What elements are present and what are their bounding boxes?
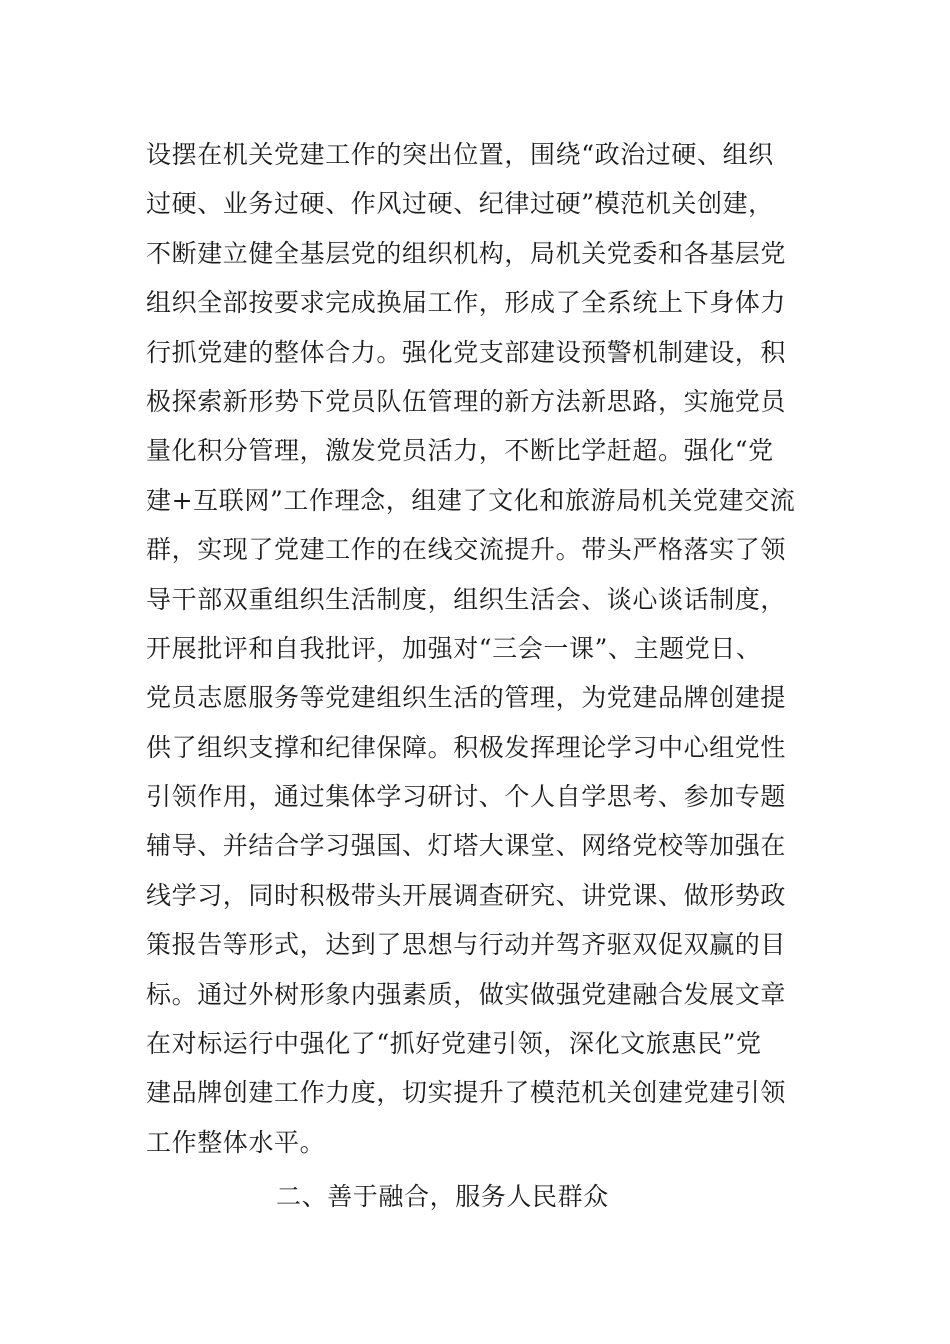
- paragraph-line: 设摆在机关党建工作的突出位置，围绕“政治过硬、组织: [146, 140, 774, 169]
- paragraph-line: 策报告等形式，达到了思想与行动并驾齐驱双促双赢的目: [146, 930, 787, 960]
- paragraph-line: 行抓党建的整体合力。强化党支部建设预警机制建设，积: [146, 337, 787, 367]
- paragraph-line: 量化积分管理，激发党员活力，不断比学赶超。强化“党: [146, 436, 774, 466]
- section-heading: 二、善于融合，服务人民群众: [276, 1182, 609, 1211]
- paragraph-line: 群，实现了党建工作的在线交流提升。带头严格落实了领: [146, 535, 787, 565]
- paragraph-line: 极探索新形势下党员队伍管理的新方法新思路，实施党员: [146, 386, 787, 416]
- paragraph-line: 在对标运行中强化了“抓好党建引领，深化文旅惠民”党: [146, 1029, 762, 1059]
- body-paragraph: [146, 130, 816, 1167]
- paragraph-line: 过硬、业务过硬、作风过硬、纪律过硬”模范机关创建，: [146, 189, 774, 219]
- paragraph-line: 建品牌创建工作力度，切实提升了模范机关创建党建引领: [146, 1078, 787, 1108]
- paragraph-line: 辅导、并结合学习强国、灯塔大课堂、网络党校等加强在: [146, 831, 787, 861]
- paragraph-line: 党员志愿服务等党建组织生活的管理，为党建品牌创建提: [146, 683, 787, 713]
- paragraph-line: 不断建立健全基层党的组织机构，局机关党委和各基层党: [146, 238, 787, 268]
- paragraph-line: 开展批评和自我批评，加强对“三会一课”、主题党日、: [146, 633, 762, 663]
- paragraph-line: 组织全部按要求完成换届工作，形成了全系统上下身体力: [146, 288, 787, 318]
- paragraph-line: 供了组织支撑和纪律保障。积极发挥理论学习中心组党性: [146, 732, 787, 762]
- paragraph-line: 工作整体水平。: [146, 1127, 326, 1157]
- paragraph-line: 标。通过外树形象内强素质，做实做强党建融合发展文章: [146, 979, 787, 1009]
- paragraph-line: 导干部双重组织生活制度，组织生活会、谈心谈话制度，: [146, 584, 787, 614]
- paragraph-line: 建+互联网”工作理念，组建了文化和旅游局机关党建交流: [146, 485, 796, 515]
- paragraph-line: 引领作用，通过集体学习研讨、个人自学思考、参加专题: [146, 782, 787, 812]
- paragraph-line: 线学习，同时积极带头开展调查研究、讲党课、做形势政: [146, 880, 787, 910]
